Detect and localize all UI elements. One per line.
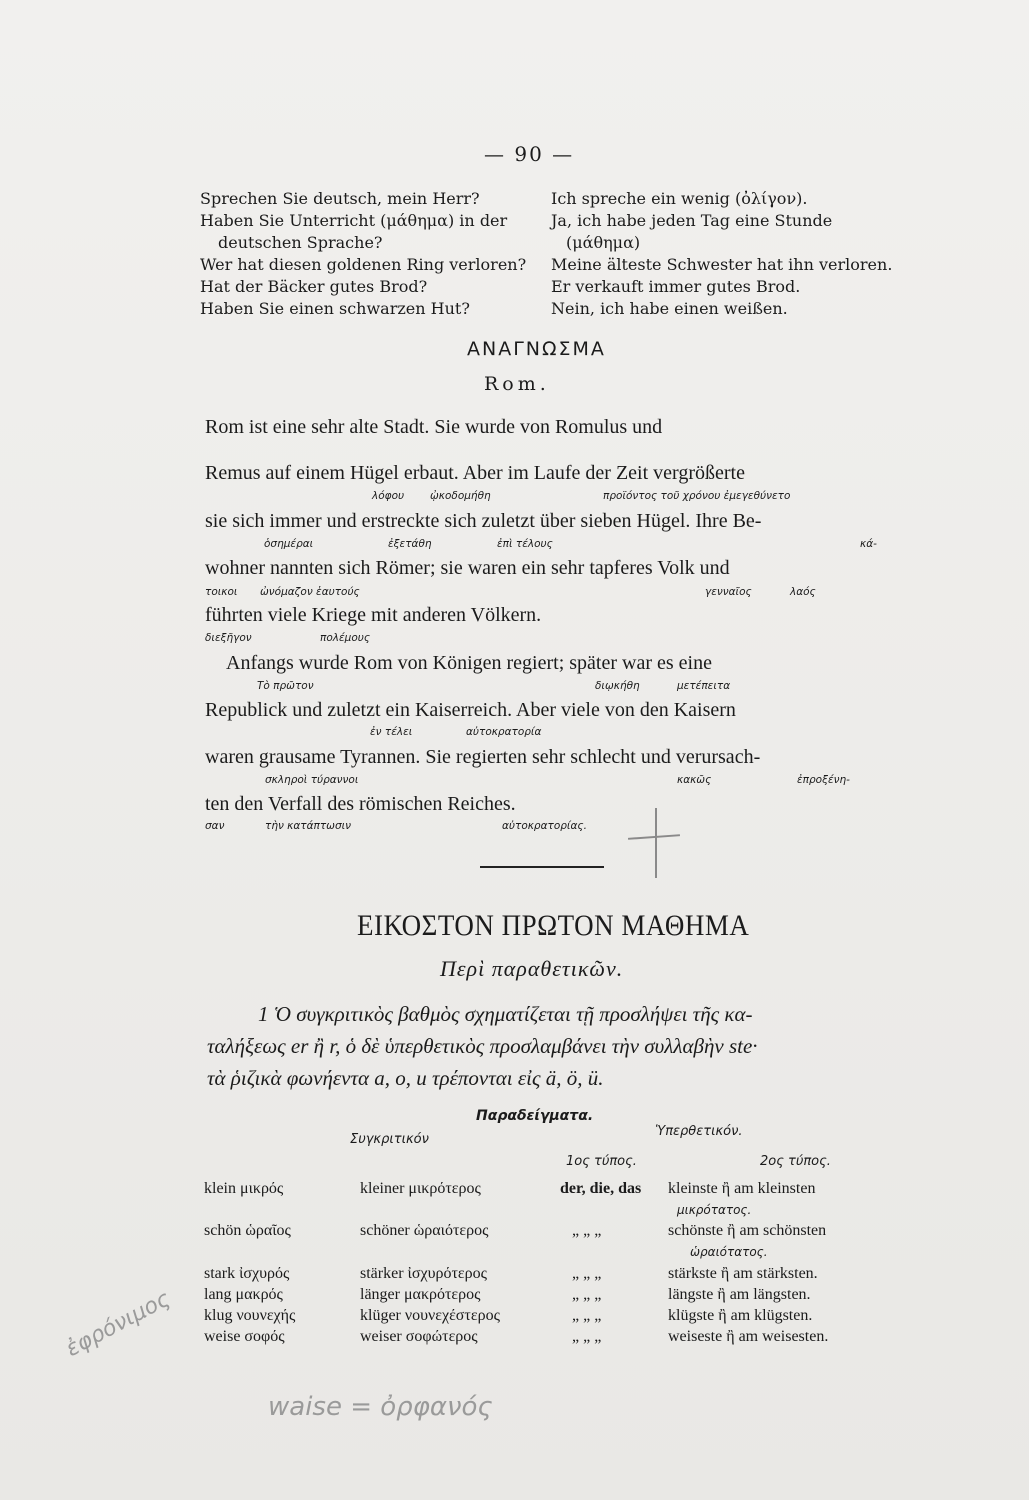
- reading-line-8: waren grausame Tyrannen. Sie regierten sehr schlecht und verursach-: [205, 746, 761, 768]
- reading-title: Rom.: [484, 373, 550, 395]
- gloss-1b: ᾠκοδομήθη: [430, 490, 491, 502]
- reading-heading: ΑΝΑΓΝΩΣΜΑ: [467, 338, 606, 360]
- conversation-left-4: Wer hat diesen goldenen Ring verloren?: [200, 255, 527, 274]
- gloss-3b: ὠνόμαζον ἑαυτούς: [260, 586, 360, 598]
- ex-row-3-positive: stark ἰσχυρός: [204, 1265, 290, 1282]
- ex-row-2-note: ὡραιότατος.: [690, 1245, 768, 1259]
- ex-row-4-sup1: „ „ „: [572, 1286, 602, 1303]
- gloss-3a: τοικοι: [205, 586, 238, 598]
- reading-line-1: Rom ist eine sehr alte Stadt. Sie wurde von Romulus und: [205, 416, 663, 438]
- gloss-4b: πολέμους: [320, 632, 370, 644]
- ex-row-6-sup2: weiseste ἢ am weisesten.: [668, 1328, 829, 1345]
- gloss-6b: αὐτοκρατορία: [466, 726, 542, 738]
- pencil-cross-mark: [655, 808, 657, 878]
- reading-line-3: sie sich immer und erstreckte sich zuletzt über sieben Hügel. Ihre Be-: [205, 510, 762, 532]
- conversation-left-5: Hat der Bäcker gutes Brod?: [200, 277, 428, 296]
- gloss-5b: διῳκήθη: [595, 680, 640, 692]
- reading-line-4: wohner nannten sich Römer; sie waren ein sehr tapferes Volk und: [205, 557, 730, 579]
- gloss-2b: ἐξετάθη: [388, 538, 432, 550]
- reading-line-7: Republick und zuletzt ein Kaiserreich. Aber viele von den Kaisern: [205, 699, 736, 721]
- ex-row-1-comparative: kleiner μικρότερος: [360, 1180, 481, 1197]
- ex-row-4-comparative: länger μακρότερος: [360, 1286, 481, 1303]
- section-divider: [480, 866, 604, 868]
- gloss-7a: σκληροὶ τύραννοι: [265, 774, 359, 786]
- gloss-6a: ἐν τέλει: [370, 726, 413, 738]
- form1-header: 1ος τύπος.: [566, 1154, 637, 1169]
- form2-header: 2ος τύπος.: [760, 1154, 831, 1169]
- conversation-right-2: Ja, ich habe jeden Tag eine Stunde: [551, 211, 833, 230]
- ex-row-5-positive: klug νουνεχής: [204, 1307, 296, 1324]
- gloss-7c: ἐπροξένη-: [797, 774, 850, 786]
- ex-row-6-sup1: „ „ „: [572, 1328, 602, 1345]
- gloss-8a: σαν: [205, 820, 225, 832]
- lesson-paragraph-line-3: τὰ ῥιζικὰ φωνήεντα a, o, u τρέπονται εἰς ä, ö, ü.: [207, 1066, 604, 1090]
- page-number: — 90 —: [484, 142, 575, 166]
- reading-line-5: führten viele Kriege mit anderen Völkern.: [205, 604, 542, 626]
- reading-line-6: Anfangs wurde Rom von Königen regiert; später war es eine: [226, 652, 712, 674]
- gloss-7b: κακῶς: [677, 774, 712, 786]
- ex-row-1-sup1: der, die, das: [560, 1180, 642, 1197]
- ex-row-3-sup2: stärkste ἢ am stärksten.: [668, 1265, 818, 1282]
- ex-row-2-positive: schön ὡραῖος: [204, 1222, 291, 1239]
- superlative-header: Ὑπερθετικόν.: [655, 1124, 743, 1139]
- ex-row-6-positive: weise σοφός: [204, 1328, 285, 1345]
- gloss-5c: μετέπειτα: [677, 680, 731, 692]
- conversation-left-2: Haben Sie Unterricht (μάθημα) in der: [200, 211, 508, 230]
- ex-row-5-sup1: „ „ „: [572, 1307, 602, 1324]
- conversation-right-5: Er verkauft immer gutes Brod.: [551, 277, 801, 296]
- conversation-left-6: Haben Sie einen schwarzen Hut?: [200, 299, 470, 318]
- lesson-title: ΕΙΚΟΣΤΟΝ ΠΡΩΤΟΝ ΜΑΘΗΜΑ: [357, 908, 750, 942]
- ex-row-4-sup2: längste ἢ am längsten.: [668, 1286, 811, 1303]
- conversation-right-3: (μάθημα): [566, 233, 641, 252]
- reading-line-2: Remus auf einem Hügel erbaut. Aber im Laufe der Zeit vergrößerte: [205, 462, 745, 484]
- gloss-3c: γενναῖος: [705, 586, 752, 598]
- gloss-2c: ἐπὶ τέλους: [497, 538, 553, 550]
- reading-line-9: ten den Verfall des römischen Reiches.: [205, 793, 516, 815]
- ex-row-5-sup2: klügste ἢ am klügsten.: [668, 1307, 813, 1324]
- gloss-1a: λόφου: [372, 490, 405, 502]
- handwritten-margin-note: ἐφρόνιμος: [62, 1286, 175, 1363]
- handwritten-bottom-note: waise = ὀρφανός: [268, 1392, 493, 1422]
- conversation-right-1: Ich spreche ein wenig (ὀλίγον).: [551, 189, 808, 208]
- gloss-5a: Τὸ πρῶτον: [257, 680, 314, 692]
- gloss-8c: αὐτοκρατορίας.: [502, 820, 587, 832]
- ex-row-3-sup1: „ „ „: [572, 1265, 602, 1282]
- lesson-paragraph-line-1: 1 Ὁ συγκριτικὸς βαθμὸς σχηματίζεται τῇ προσλήψει τῆς κα-: [258, 1002, 753, 1026]
- gloss-4a: διεξῆγον: [205, 632, 252, 644]
- ex-row-1-note: μικρότατος.: [677, 1203, 752, 1217]
- ex-row-1-positive: klein μικρός: [204, 1180, 284, 1197]
- lesson-subtitle: Περὶ παραθετικῶν.: [440, 956, 624, 981]
- gloss-2a: ὁσημέραι: [264, 538, 314, 550]
- conversation-right-6: Nein, ich habe einen weißen.: [551, 299, 788, 318]
- gloss-3d: λαός: [790, 586, 816, 598]
- ex-row-2-sup2: schönste ἢ am schönsten: [668, 1222, 827, 1239]
- ex-row-1-sup2: kleinste ἢ am kleinsten: [668, 1180, 816, 1197]
- conversation-right-4: Meine älteste Schwester hat ihn verloren.: [551, 255, 893, 274]
- pencil-cross-mark-bar: [628, 834, 680, 840]
- gloss-1c: προϊόντος τοῦ χρόνου ἐμεγεθύνετο: [603, 490, 791, 502]
- ex-row-2-sup1: „ „ „: [572, 1222, 602, 1239]
- lesson-paragraph-line-2: ταλήξεως er ἢ r, ὁ δὲ ὑπερθετικὸς προσλαμβάνει τὴν συλλαβὴν ste·: [207, 1034, 758, 1058]
- ex-row-2-comparative: schöner ὡραιότερος: [360, 1222, 489, 1239]
- ex-row-4-positive: lang μακρός: [204, 1286, 283, 1303]
- ex-row-3-comparative: stärker ἰσχυρότερος: [360, 1265, 487, 1282]
- gloss-2d: κά-: [860, 538, 877, 550]
- examples-heading: Παραδείγματα.: [476, 1108, 594, 1124]
- gloss-8b: τὴν κατάπτωσιν: [265, 820, 352, 832]
- comparative-header: Συγκριτικόν: [350, 1132, 429, 1147]
- ex-row-6-comparative: weiser σοφώτερος: [360, 1328, 478, 1345]
- ex-row-5-comparative: klüger νουνεχέστερος: [360, 1307, 500, 1324]
- conversation-left-3: deutschen Sprache?: [218, 233, 383, 252]
- conversation-left-1: Sprechen Sie deutsch, mein Herr?: [200, 189, 480, 208]
